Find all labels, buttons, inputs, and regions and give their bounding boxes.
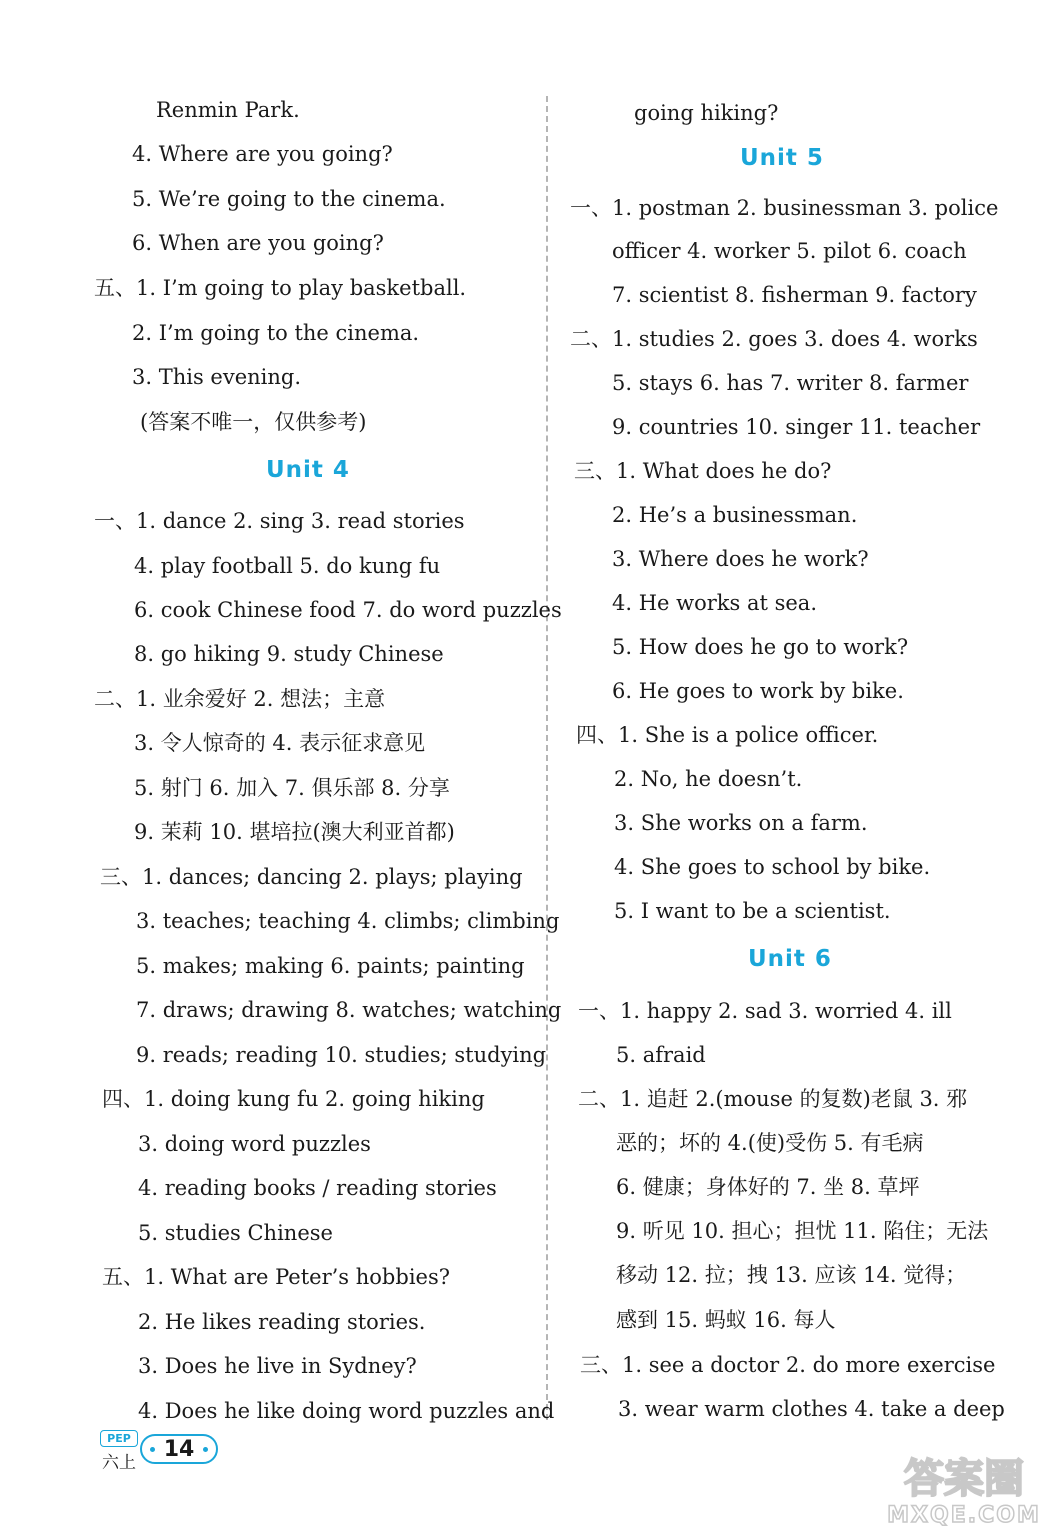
section-number: 四、: [102, 1087, 144, 1111]
answer-line: 7. scientist 8. fisherman 9. factory: [612, 283, 977, 307]
pill-dot-icon: [203, 1447, 208, 1452]
section-number: 二、: [570, 327, 612, 351]
answer-line: 4. Where are you going?: [132, 142, 393, 166]
section-number: 五、: [102, 1265, 144, 1289]
answer-line: 9. 茉莉 10. 堪培拉(澳大利亚首都): [134, 820, 455, 844]
answer-line: 9. 听见 10. 担心；担忧 11. 陷住；无法: [616, 1219, 989, 1243]
answer-line: 3. teaches; teaching 4. climbs; climbing: [136, 909, 560, 933]
u6-section-3-first-line: 三、1. see a doctor 2. do more exercise: [580, 1353, 996, 1377]
section-number: 三、: [100, 865, 142, 889]
grade-label: 六上: [102, 1453, 136, 1473]
answer-line: 5. studies Chinese: [138, 1221, 333, 1245]
answer-line: 9. reads; reading 10. studies; studying: [136, 1043, 547, 1067]
page-number: 14: [163, 1437, 195, 1462]
u4-section-5-first-line: 五、1. What are Peter’s hobbies?: [102, 1265, 450, 1289]
answer-line: 6. He goes to work by bike.: [612, 679, 904, 703]
answer-line: 4. play football 5. do kung fu: [134, 554, 441, 578]
answer-line: 2. I’m going to the cinema.: [132, 321, 420, 345]
answer-line: 9. countries 10. singer 11. teacher: [612, 415, 981, 439]
answer-line: 5. makes; making 6. paints; painting: [136, 954, 525, 978]
answer-line: 5. I want to be a scientist.: [614, 899, 891, 923]
u5-section-4-first-line: 四、1. She is a police officer.: [576, 723, 879, 747]
answer-line: 5. 射门 6. 加入 7. 俱乐部 8. 分享: [134, 776, 450, 800]
section-number: 一、: [578, 999, 620, 1023]
section-number: 三、: [580, 1353, 622, 1377]
section-number: 二、: [578, 1087, 620, 1111]
answer-line: 6. 健康；身体好的 7. 坐 8. 草坪: [616, 1175, 920, 1199]
u5-section-3-first-line: 三、1. What does he do?: [574, 459, 832, 483]
answer-line: 5. We’re going to the cinema.: [132, 187, 446, 211]
answer-line: Renmin Park.: [156, 98, 300, 122]
u6-section-1-first-line: 一、1. happy 2. sad 3. worried 4. ill: [578, 999, 952, 1023]
page-footer: [100, 1430, 240, 1473]
answer-line: 3. She works on a farm.: [614, 811, 868, 835]
answer-line: 2. He’s a businessman.: [612, 503, 858, 527]
u4-section-1-first-line: 一、1. dance 2. sing 3. read stories: [94, 509, 465, 533]
answer-line: 8. go hiking 9. study Chinese: [134, 642, 444, 666]
answer-line: 3. doing word puzzles: [138, 1132, 371, 1156]
answer-line: 7. draws; drawing 8. watches; watching: [136, 998, 562, 1022]
section-number: 二、: [94, 687, 136, 711]
answer-line: 3. Does he live in Sydney?: [138, 1354, 417, 1378]
section-number: 一、: [570, 196, 612, 220]
answer-line: 3. This evening.: [132, 365, 302, 389]
answer-line: 移动 12. 拉；拽 13. 应该 14. 觉得；: [616, 1263, 967, 1287]
section-number: 四、: [576, 723, 618, 747]
watermark-logo: [880, 1448, 1050, 1528]
answer-line: 感到 15. 蚂蚁 16. 每人: [616, 1308, 836, 1332]
pep-badge: PEP: [100, 1430, 138, 1447]
unit-6-title: Unit 6: [748, 946, 832, 972]
answer-line: 3. Where does he work?: [612, 547, 869, 571]
answer-line: 4. He works at sea.: [612, 591, 817, 615]
answer-line: 5. How does he go to work?: [612, 635, 909, 659]
section-number: 五、: [94, 276, 136, 300]
unit-4-title: Unit 4: [266, 457, 350, 483]
answer-line: 5. afraid: [616, 1043, 706, 1067]
answer-note: (答案不唯一，仅供参考): [140, 410, 367, 434]
answer-line: going hiking?: [634, 101, 779, 125]
page-number-pill: [140, 1434, 218, 1464]
svg-text:MXQE.COM: MXQE.COM: [887, 1503, 1041, 1528]
unit-5-title: Unit 5: [740, 145, 824, 171]
u4-section-3-first-line: 三、1. dances; dancing 2. plays; playing: [100, 865, 523, 889]
answer-line: officer 4. worker 5. pilot 6. coach: [612, 239, 967, 263]
svg-text:答案圈: 答案圈: [904, 1456, 1024, 1502]
u4-section-4-first-line: 四、1. doing kung fu 2. going hiking: [102, 1087, 485, 1111]
section-number: 一、: [94, 509, 136, 533]
column-divider: [546, 96, 548, 1420]
u5-section-1-first-line: 一、1. postman 2. businessman 3. police: [570, 196, 999, 220]
answer-line: 3. wear warm clothes 4. take a deep: [618, 1397, 1005, 1421]
answer-line: 2. No, he doesn’t.: [614, 767, 803, 791]
u6-section-2-first-line: 二、1. 追赶 2.(mouse 的复数)老鼠 3. 邪: [578, 1087, 968, 1111]
section-5-first-line: 五、1. I’m going to play basketball.: [94, 276, 467, 300]
answer-line: 2. He likes reading stories.: [138, 1310, 426, 1334]
section-number: 三、: [574, 459, 616, 483]
answer-line: 4. reading books / reading stories: [138, 1176, 497, 1200]
answer-line: 3. 令人惊奇的 4. 表示征求意见: [134, 731, 426, 755]
answer-line: 4. Does he like doing word puzzles and: [138, 1399, 555, 1423]
answer-line: 6. When are you going?: [132, 231, 384, 255]
u4-section-2-first-line: 二、1. 业余爱好 2. 想法；主意: [94, 687, 386, 711]
answer-line: 恶的；坏的 4.(使)受伤 5. 有毛病: [616, 1131, 924, 1155]
watermark-logo-icon: [880, 1448, 1050, 1528]
u5-section-2-first-line: 二、1. studies 2. goes 3. does 4. works: [570, 327, 978, 351]
answer-line: 6. cook Chinese food 7. do word puzzles: [134, 598, 562, 622]
answer-line: 4. She goes to school by bike.: [614, 855, 931, 879]
answer-line: 5. stays 6. has 7. writer 8. farmer: [612, 371, 969, 395]
